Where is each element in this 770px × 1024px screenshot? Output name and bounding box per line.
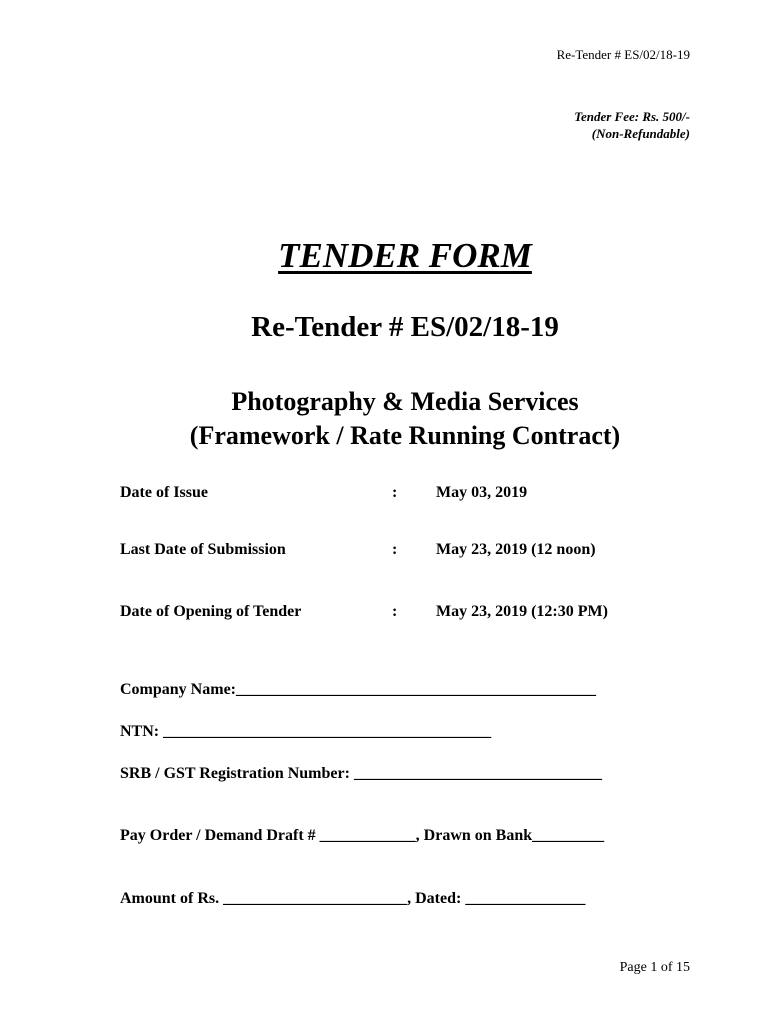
tender-fee-amount: Tender Fee: Rs. 500/- bbox=[574, 109, 690, 124]
date-value: May 23, 2019 (12 noon) bbox=[436, 541, 596, 558]
srb-gst-registration-field: SRB / GST Registration Number: _______________________________ bbox=[120, 765, 602, 782]
amount-field: Amount of Rs. _______________________, Dated: _______________ bbox=[120, 890, 586, 907]
date-separator: : bbox=[392, 484, 398, 501]
subject-line-2: (Framework / Rate Running Contract) bbox=[189, 421, 621, 450]
date-separator: : bbox=[392, 603, 398, 620]
company-name-field: Company Name:_____________________________________________ bbox=[120, 681, 596, 698]
date-label: Last Date of Submission bbox=[120, 541, 286, 558]
date-value: May 03, 2019 bbox=[436, 484, 528, 501]
subject-line-1: Photography & Media Services bbox=[231, 387, 579, 416]
tender-fee-note bbox=[574, 108, 690, 142]
tender-fee-refund-note: (Non-Refundable) bbox=[591, 126, 690, 141]
date-separator: : bbox=[392, 541, 398, 558]
ntn-field: NTN: _________________________________________ bbox=[120, 723, 492, 740]
tender-subject bbox=[0, 385, 770, 453]
page-number: Page 1 of 15 bbox=[619, 960, 690, 975]
tender-reference-title: Re-Tender # ES/02/18-19 bbox=[251, 311, 559, 343]
header-reference: Re-Tender # ES/02/18-19 bbox=[556, 47, 690, 62]
date-value: May 23, 2019 (12:30 PM) bbox=[436, 603, 608, 620]
date-label: Date of Opening of Tender bbox=[120, 603, 302, 620]
date-label: Date of Issue bbox=[120, 484, 208, 501]
document-title: TENDER FORM bbox=[278, 236, 532, 275]
pay-order-field: Pay Order / Demand Draft # ____________, Drawn on Bank_________ bbox=[120, 827, 605, 844]
